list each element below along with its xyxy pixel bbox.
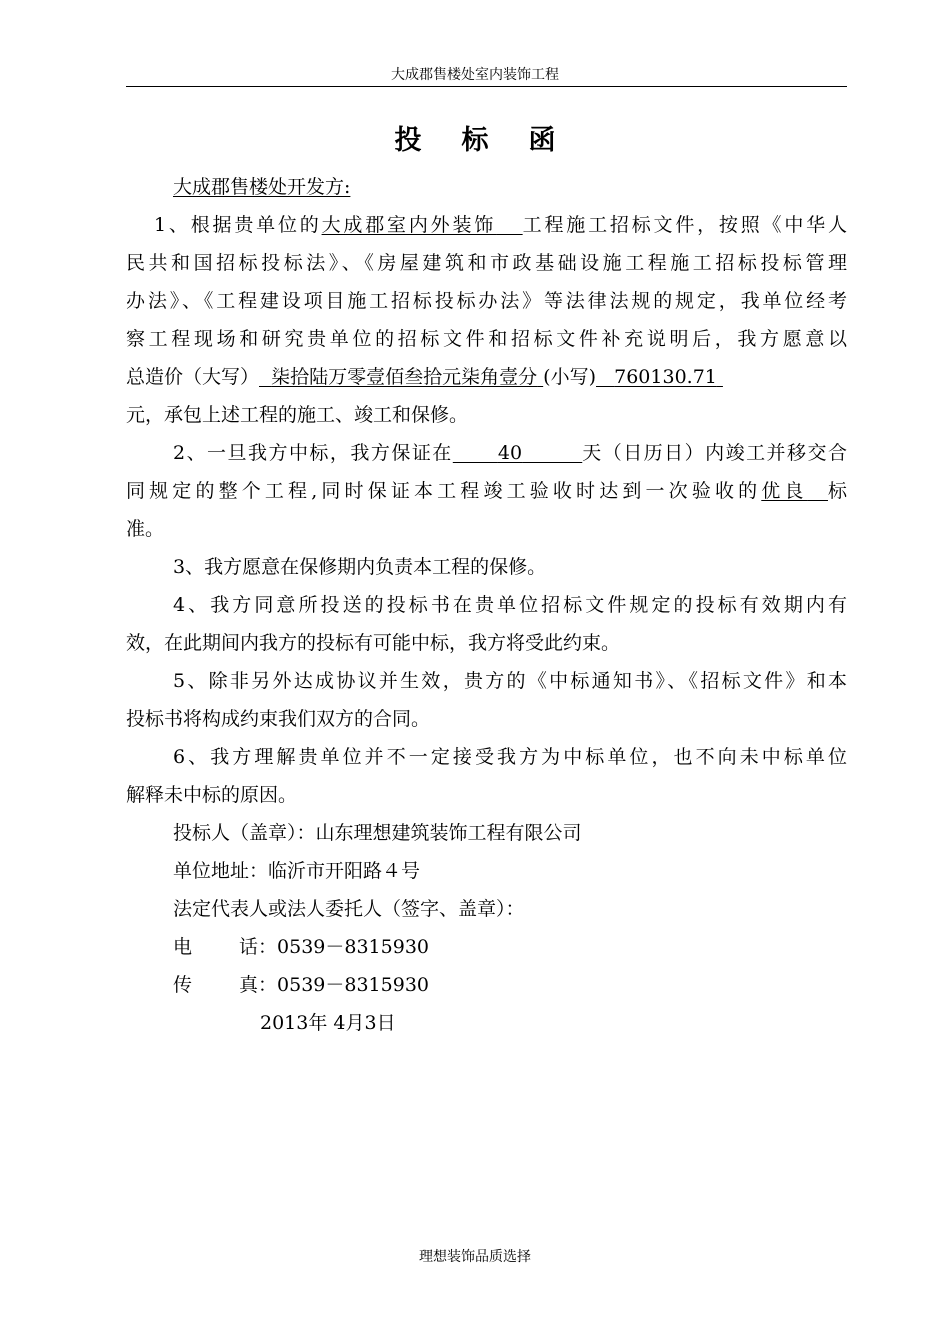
paragraph-1-line-2: 民共和国招标投标法》、《房屋建筑和市政基础设施工程施工招标投标管理 <box>126 252 847 274</box>
title-char: 函 <box>528 125 556 156</box>
quality-level: 优良 <box>761 480 808 502</box>
paragraph-1-line-5: 总造价（大写） 柒拾陆万零壹佰叁拾元柒角壹分 (小写) 760130.71 <box>126 366 717 388</box>
paragraph-2-line-1: 2、一旦我方中标，我方保证在 40 天（日历日）内竣工并移交合 <box>173 442 847 464</box>
project-name: 大成郡室内外装饰 <box>321 214 497 236</box>
addressee-line <box>126 168 847 206</box>
paragraph-1-line-1: 1、根据贵单位的大成郡室内外装饰 工程施工招标文件，按照《中华人 <box>154 214 847 236</box>
paragraph-6-line-2: 解释未中标的原因。 <box>126 784 298 806</box>
paragraph-3: 3、我方愿意在保修期内负责本工程的保修。 <box>173 556 547 578</box>
fax-number: 0539－8315930 <box>277 974 430 996</box>
letter-body <box>126 168 847 1042</box>
paragraph-2-line-3: 准。 <box>126 518 165 540</box>
addressee: 大成郡售楼处开发方: <box>173 176 351 198</box>
phone-line: 电 话：0539－8315930 <box>173 936 430 958</box>
paragraph-5-line-2: 投标书将构成约束我们双方的合同。 <box>126 708 431 730</box>
paragraph-4-line-2: 效，在此期间内我方的投标有可能中标，我方将受此约束。 <box>126 632 621 654</box>
paragraph-2-line-2: 同规定的整个工程,同时保证本工程竣工验收时达到一次验收的优良 标 <box>126 480 847 502</box>
bidder-line: 投标人（盖章）：山东理想建筑装饰工程有限公司 <box>173 822 582 844</box>
title-char: 标 <box>461 125 489 156</box>
fax-label: 传 <box>173 974 193 996</box>
fax-line: 传 真：0539－8315930 <box>173 974 430 996</box>
phone-number: 0539－8315930 <box>277 936 430 958</box>
total-price-number: 760130.71 <box>614 366 717 388</box>
completion-days: 40 <box>497 442 523 464</box>
phone-label: 电 <box>173 936 193 958</box>
paragraph-4-line-1: 4、我方同意所投送的投标书在贵单位招标文件规定的投标有效期内有 <box>173 594 847 616</box>
date-line: 2013年 4月3日 <box>260 1012 396 1034</box>
representative-line: 法定代表人或法人委托人（签字、盖章）： <box>173 898 525 920</box>
page-footer: 理想装饰品质选择 <box>419 1249 531 1265</box>
title-char: 投 <box>394 125 422 156</box>
paragraph-5-line-1: 5、除非另外达成协议并生效，贵方的《中标通知书》、《招标文件》和本 <box>173 670 847 692</box>
address-line: 单位地址：临沂市开阳路４号 <box>173 860 421 882</box>
total-price-words: 柒拾陆万零壹佰叁拾元柒角壹分 <box>271 366 538 388</box>
header-divider <box>126 86 847 87</box>
paragraph-1-line-3: 办法》、《工程建设项目施工招标投标办法》等法律法规的规定，我单位经考 <box>126 290 847 312</box>
document-title <box>0 121 950 161</box>
paragraph-1-line-6: 元，承包上述工程的施工、竣工和保修。 <box>126 404 469 426</box>
page-header: 大成郡售楼处室内装饰工程 <box>391 67 559 83</box>
paragraph-6-line-1: 6、我方理解贵单位并不一定接受我方为中标单位，也不向未中标单位 <box>173 746 847 768</box>
paragraph-1-line-4: 察工程现场和研究贵单位的招标文件和招标文件补充说明后，我方愿意以 <box>126 328 847 350</box>
